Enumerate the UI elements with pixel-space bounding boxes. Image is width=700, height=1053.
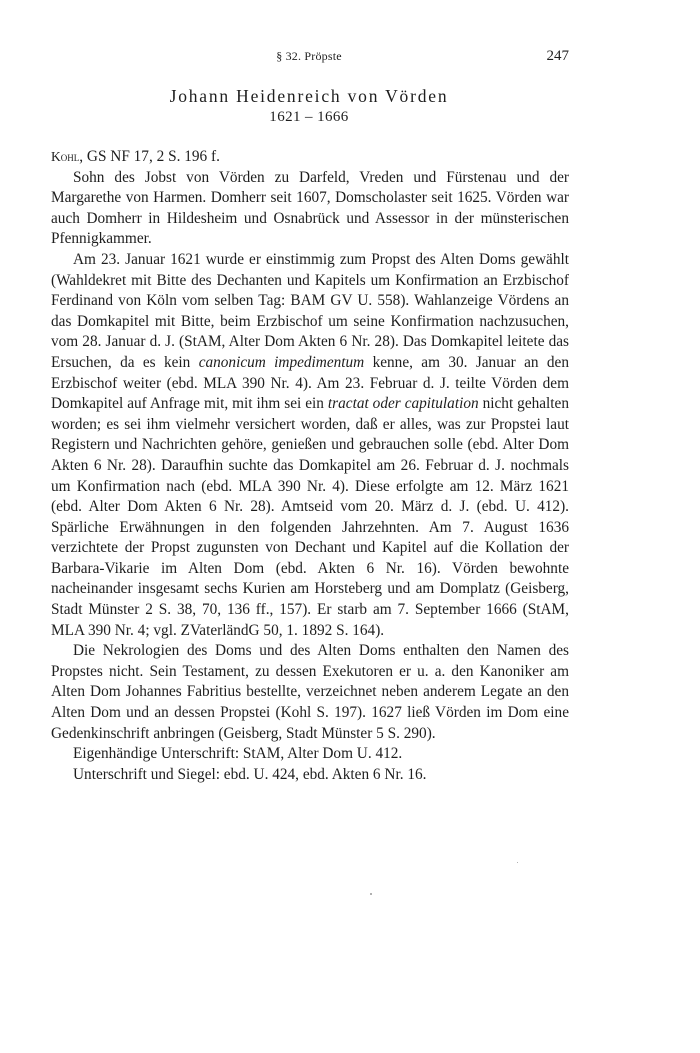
literature-citation: , GS NF 17, 2 S. 196 f. (79, 148, 220, 165)
literature-reference (51, 147, 569, 168)
latin-term: canonicum impedimentum (198, 353, 365, 371)
running-head (0, 49, 700, 65)
entry-name: Johann Heidenreich von Vörden (169, 86, 449, 106)
paragraph-signature-seal: Unterschrift und Siegel: ebd. U. 424, ebd. Akten 6 Nr. 16. (73, 765, 427, 783)
paragraph-provost-election (51, 250, 569, 641)
paragraph-signature: Eigenhändige Unterschrift: StAM, Alter Dom U. 412. (73, 745, 403, 763)
literature-author: Kohl (51, 149, 80, 164)
entry-body (51, 147, 569, 785)
paragraph-testament: Die Nekrologien des Doms und des Alten Doms enthalten den Namen des Propstes nicht. Sein Testament, zu dessen Exekutoren er u. a. den Kanoniker am Alten Dom Johannes Fabritius bestellte, verzeichnet neben anderem Legate an den Alten Dom und an dessen Propstei (Kohl S. 197). 1627 ließ Vörden im Dom eine Gedenkinschrift anbringen (Geisberg, Stadt Münster 5 S. 290). (51, 642, 569, 742)
entry-years: 1621 – 1666 (269, 109, 349, 125)
print-speck (517, 862, 518, 863)
quoted-term: tractat oder capitulation (327, 395, 479, 413)
page-number: 247 (546, 48, 569, 64)
paragraph-text: kenne, am 30. Januar an den Erzbischof weiter (ebd. MLA 390 Nr. 4). Am 23. Februar d. J. teilte Vörden dem Domkapitel auf Anfrage mit, mit ihm sei ein (51, 353, 569, 413)
paragraph-text: nicht gehalten worden; es sei ihm vielmehr versichert worden, daß er alles, was zur Propstei laut Registern und Nachrichten gehöre, genießen und gebrauchen solle (ebd. Alter Dom Akten 6 Nr. 28). Daraufhin suchte das Domkapitel am 26. Februar d. J. nochmals um Konfirmation nach (ebd. MLA 390 Nr. 4). Diese erfolgte am 12. März 1621 (ebd. Alter Dom Akten 6 Nr. 28). Amtseid vom 20. März d. J. (ebd. U. 412). Spärliche Erwähnungen in den folgenden Jahrzehnten. Am 7. August 1636 verzichtete der Propst zugunsten von Dechant und Kapitel auf die Kollation der Barbara-Vikarie im Alten Dom (ebd. Akten 6 Nr. 16). Vörden bewohnte nacheinander insgesamt sechs Kurien am Horsteberg und am Domplatz (Geisberg, Stadt Münster 2 S. 38, 70, 136 ff., 157). Er starb am 7. September 1666 (StAM, MLA 390 Nr. 4; vgl. ZVaterländG 50, 1. 1892 S. 164). (51, 395, 569, 639)
print-speck (370, 893, 372, 895)
section-title: § 32. Pröpste (276, 49, 342, 63)
paragraph-origin: Sohn des Jobst von Vörden zu Darfeld, Vreden und Fürstenau und der Margarethe von Harmen. Domherr seit 1607, Domscholaster seit 1625. Vörden war auch Domherr in Hildesheim und Osnabrück und Assessor in der münsterischen Pfennigkammer. (51, 168, 569, 248)
paragraph-text: Am 23. Januar 1621 wurde er einstimmig zum Propst des Alten Doms gewählt (Wahldekret mit Bitte des Dechanten und Kapitels um Konfirmation an Erzbischof Ferdinand von Köln vom selben Tag: BAM GV U. 558). Wahlanzeige Vördens an das Domkapitel mit Bitte, beim Erzbischof um seine Konfirmation nachzusuchen, vom 28. Januar d. J. (StAM, Alter Dom Akten 6 Nr. 28). Das Domkapitel leitete das Ersuchen, da es kein (51, 250, 569, 371)
entry-heading (0, 85, 618, 127)
